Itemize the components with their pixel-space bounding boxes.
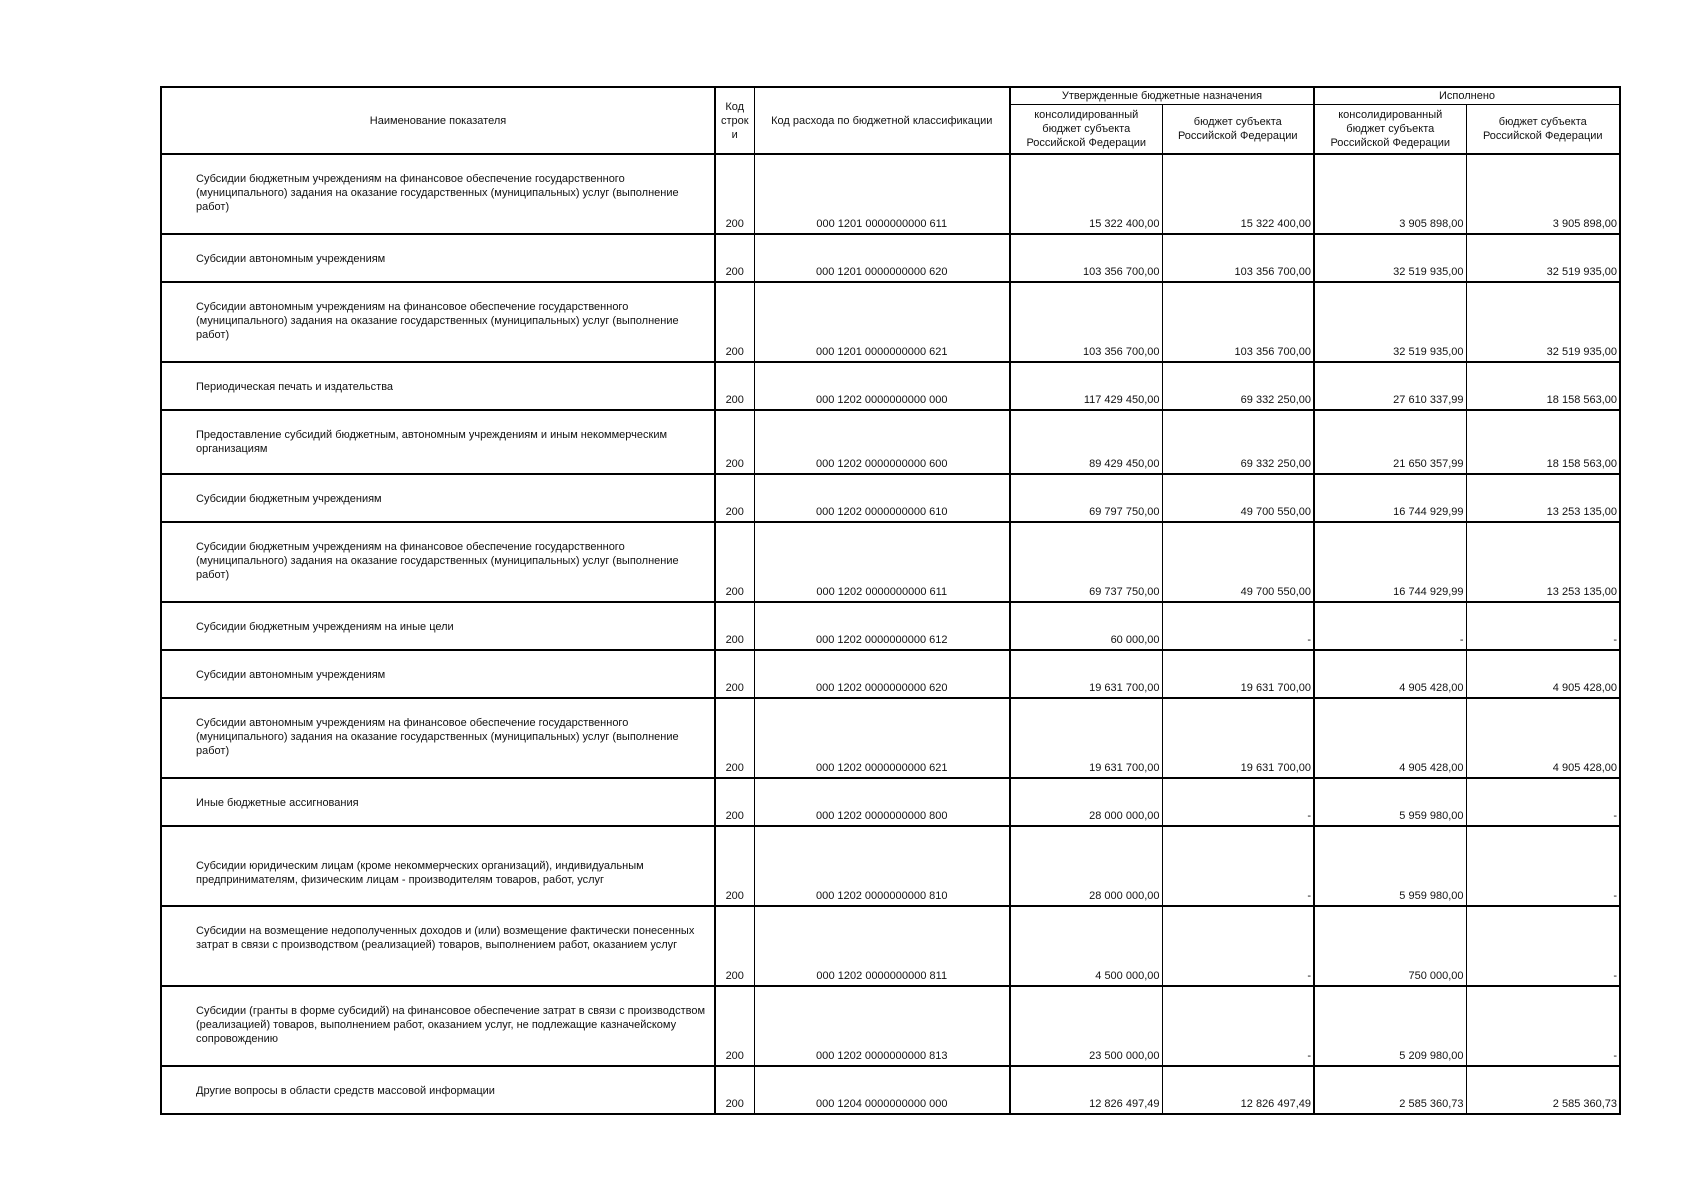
- row-approved-subject: 69 332 250,00: [1162, 362, 1314, 410]
- row-line-code: 200: [715, 1066, 754, 1114]
- table-row: [161, 906, 1620, 986]
- row-executed-consolidated: 21 650 357,99: [1314, 410, 1466, 474]
- row-approved-subject: -: [1162, 906, 1314, 986]
- row-executed-consolidated: 5 209 980,00: [1314, 986, 1466, 1066]
- row-line-code: 200: [715, 778, 754, 826]
- table-row: [161, 362, 1620, 410]
- table-row: [161, 234, 1620, 282]
- header-executed-subject: бюджет субъекта Российской Федерации: [1466, 105, 1620, 155]
- table-row: [161, 986, 1620, 1066]
- row-budget-code: 000 1202 0000000000 000: [754, 362, 1010, 410]
- row-approved-consolidated: 103 356 700,00: [1010, 282, 1162, 362]
- row-line-code: 200: [715, 986, 754, 1066]
- header-line-code: Код строк и: [715, 87, 754, 154]
- row-approved-subject: 49 700 550,00: [1162, 522, 1314, 602]
- table-row: [161, 410, 1620, 474]
- header-approved-subject: бюджет субъекта Российской Федерации: [1162, 105, 1314, 155]
- row-executed-consolidated: 16 744 929,99: [1314, 522, 1466, 602]
- row-executed-consolidated: 750 000,00: [1314, 906, 1466, 986]
- row-name: Предоставление субсидий бюджетным, автономным учреждениям и иным некоммерческим организациям: [161, 410, 715, 474]
- row-executed-subject: -: [1466, 602, 1620, 650]
- row-line-code: 200: [715, 362, 754, 410]
- row-approved-subject: 15 322 400,00: [1162, 154, 1314, 234]
- row-approved-consolidated: 103 356 700,00: [1010, 234, 1162, 282]
- row-line-code: 200: [715, 234, 754, 282]
- header-budget-code: Код расхода по бюджетной классификации: [754, 87, 1010, 154]
- row-budget-code: 000 1202 0000000000 612: [754, 602, 1010, 650]
- row-name: Иные бюджетные ассигнования: [161, 778, 715, 826]
- row-executed-consolidated: 16 744 929,99: [1314, 474, 1466, 522]
- row-approved-consolidated: 89 429 450,00: [1010, 410, 1162, 474]
- row-name: Субсидии автономным учреждениям: [161, 234, 715, 282]
- budget-table: [160, 86, 1621, 1115]
- row-approved-consolidated: 69 737 750,00: [1010, 522, 1162, 602]
- row-budget-code: 000 1202 0000000000 600: [754, 410, 1010, 474]
- row-executed-subject: 13 253 135,00: [1466, 474, 1620, 522]
- row-budget-code: 000 1202 0000000000 620: [754, 650, 1010, 698]
- row-line-code: 200: [715, 474, 754, 522]
- row-name: Субсидии автономным учреждениям на финансовое обеспечение государственного (муниципального) задания на оказание государственных (муниципальных) услуг (выполнение работ): [161, 282, 715, 362]
- row-approved-consolidated: 28 000 000,00: [1010, 826, 1162, 906]
- table-row: [161, 826, 1620, 906]
- row-approved-subject: 19 631 700,00: [1162, 698, 1314, 778]
- row-approved-subject: 103 356 700,00: [1162, 282, 1314, 362]
- table-row: [161, 650, 1620, 698]
- row-budget-code: 000 1202 0000000000 800: [754, 778, 1010, 826]
- row-line-code: 200: [715, 826, 754, 906]
- row-executed-consolidated: 5 959 980,00: [1314, 826, 1466, 906]
- row-name: Субсидии автономным учреждениям: [161, 650, 715, 698]
- row-executed-consolidated: 32 519 935,00: [1314, 234, 1466, 282]
- row-name: Субсидии бюджетным учреждениям: [161, 474, 715, 522]
- row-executed-subject: 13 253 135,00: [1466, 522, 1620, 602]
- row-approved-subject: -: [1162, 986, 1314, 1066]
- row-approved-consolidated: 15 322 400,00: [1010, 154, 1162, 234]
- header-indicator-name: Наименование показателя: [161, 87, 715, 154]
- row-line-code: 200: [715, 602, 754, 650]
- row-executed-consolidated: 32 519 935,00: [1314, 282, 1466, 362]
- row-name: Субсидии (гранты в форме субсидий) на финансовое обеспечение затрат в связи с производством (реализацией) товаров, выполнением работ, оказанием услуг, не подлежащие казначейскому сопровождению: [161, 986, 715, 1066]
- row-executed-consolidated: 27 610 337,99: [1314, 362, 1466, 410]
- table-row: [161, 698, 1620, 778]
- row-approved-consolidated: 69 797 750,00: [1010, 474, 1162, 522]
- row-budget-code: 000 1201 0000000000 611: [754, 154, 1010, 234]
- table-row: [161, 1066, 1620, 1114]
- row-line-code: 200: [715, 906, 754, 986]
- row-approved-consolidated: 23 500 000,00: [1010, 986, 1162, 1066]
- row-executed-subject: 32 519 935,00: [1466, 234, 1620, 282]
- row-budget-code: 000 1202 0000000000 813: [754, 986, 1010, 1066]
- row-executed-subject: -: [1466, 986, 1620, 1066]
- row-name: Другие вопросы в области средств массовой информации: [161, 1066, 715, 1114]
- row-line-code: 200: [715, 522, 754, 602]
- row-name: Субсидии автономным учреждениям на финансовое обеспечение государственного (муниципального) задания на оказание государственных (муниципальных) услуг (выполнение работ): [161, 698, 715, 778]
- table-row: [161, 522, 1620, 602]
- row-name: Субсидии на возмещение недополученных доходов и (или) возмещение фактически понесенных затрат в связи с производством (реализацией) товаров, выполнением работ, оказанием услуг: [161, 906, 715, 986]
- row-approved-consolidated: 19 631 700,00: [1010, 698, 1162, 778]
- row-approved-consolidated: 4 500 000,00: [1010, 906, 1162, 986]
- row-line-code: 200: [715, 282, 754, 362]
- row-executed-subject: 18 158 563,00: [1466, 362, 1620, 410]
- row-executed-consolidated: 2 585 360,73: [1314, 1066, 1466, 1114]
- row-approved-consolidated: 28 000 000,00: [1010, 778, 1162, 826]
- table-row: [161, 282, 1620, 362]
- header-executed-consolidated: консолидированный бюджет субъекта Российской Федерации: [1314, 105, 1466, 155]
- row-budget-code: 000 1202 0000000000 810: [754, 826, 1010, 906]
- table-row: [161, 474, 1620, 522]
- row-executed-subject: 2 585 360,73: [1466, 1066, 1620, 1114]
- row-name: Периодическая печать и издательства: [161, 362, 715, 410]
- row-approved-subject: -: [1162, 778, 1314, 826]
- row-line-code: 200: [715, 650, 754, 698]
- row-executed-consolidated: -: [1314, 602, 1466, 650]
- row-executed-subject: 18 158 563,00: [1466, 410, 1620, 474]
- row-executed-consolidated: 4 905 428,00: [1314, 698, 1466, 778]
- row-name: Субсидии юридическим лицам (кроме некоммерческих организаций), индивидуальным предпринимателям, физическим лицам - производителям товаров, работ, услуг: [161, 826, 715, 906]
- row-approved-consolidated: 117 429 450,00: [1010, 362, 1162, 410]
- table-row: [161, 154, 1620, 234]
- header-group-executed: Исполнено: [1314, 87, 1620, 105]
- row-executed-consolidated: 5 959 980,00: [1314, 778, 1466, 826]
- row-budget-code: 000 1201 0000000000 621: [754, 282, 1010, 362]
- row-executed-subject: 4 905 428,00: [1466, 698, 1620, 778]
- table-row: [161, 778, 1620, 826]
- row-budget-code: 000 1202 0000000000 611: [754, 522, 1010, 602]
- row-budget-code: 000 1201 0000000000 620: [754, 234, 1010, 282]
- row-executed-subject: 32 519 935,00: [1466, 282, 1620, 362]
- row-executed-subject: 4 905 428,00: [1466, 650, 1620, 698]
- row-executed-subject: -: [1466, 778, 1620, 826]
- row-line-code: 200: [715, 154, 754, 234]
- header-group-approved: Утвержденные бюджетные назначения: [1010, 87, 1314, 105]
- row-budget-code: 000 1202 0000000000 621: [754, 698, 1010, 778]
- row-name: Субсидии бюджетным учреждениям на иные цели: [161, 602, 715, 650]
- row-approved-subject: 103 356 700,00: [1162, 234, 1314, 282]
- table-row: [161, 602, 1620, 650]
- row-executed-subject: 3 905 898,00: [1466, 154, 1620, 234]
- row-executed-subject: -: [1466, 906, 1620, 986]
- row-approved-consolidated: 60 000,00: [1010, 602, 1162, 650]
- row-approved-subject: 19 631 700,00: [1162, 650, 1314, 698]
- row-executed-consolidated: 4 905 428,00: [1314, 650, 1466, 698]
- row-line-code: 200: [715, 698, 754, 778]
- row-budget-code: 000 1202 0000000000 610: [754, 474, 1010, 522]
- row-approved-subject: 69 332 250,00: [1162, 410, 1314, 474]
- row-approved-consolidated: 12 826 497,49: [1010, 1066, 1162, 1114]
- row-executed-consolidated: 3 905 898,00: [1314, 154, 1466, 234]
- row-approved-subject: 12 826 497,49: [1162, 1066, 1314, 1114]
- row-executed-subject: -: [1466, 826, 1620, 906]
- row-approved-consolidated: 19 631 700,00: [1010, 650, 1162, 698]
- row-approved-subject: -: [1162, 826, 1314, 906]
- row-approved-subject: 49 700 550,00: [1162, 474, 1314, 522]
- row-approved-subject: -: [1162, 602, 1314, 650]
- row-name: Субсидии бюджетным учреждениям на финансовое обеспечение государственного (муниципального) задания на оказание государственных (муниципальных) услуг (выполнение работ): [161, 154, 715, 234]
- row-name: Субсидии бюджетным учреждениям на финансовое обеспечение государственного (муниципального) задания на оказание государственных (муниципальных) услуг (выполнение работ): [161, 522, 715, 602]
- row-budget-code: 000 1204 0000000000 000: [754, 1066, 1010, 1114]
- header-approved-consolidated: консолидированный бюджет субъекта Российской Федерации: [1010, 105, 1162, 155]
- row-budget-code: 000 1202 0000000000 811: [754, 906, 1010, 986]
- row-line-code: 200: [715, 410, 754, 474]
